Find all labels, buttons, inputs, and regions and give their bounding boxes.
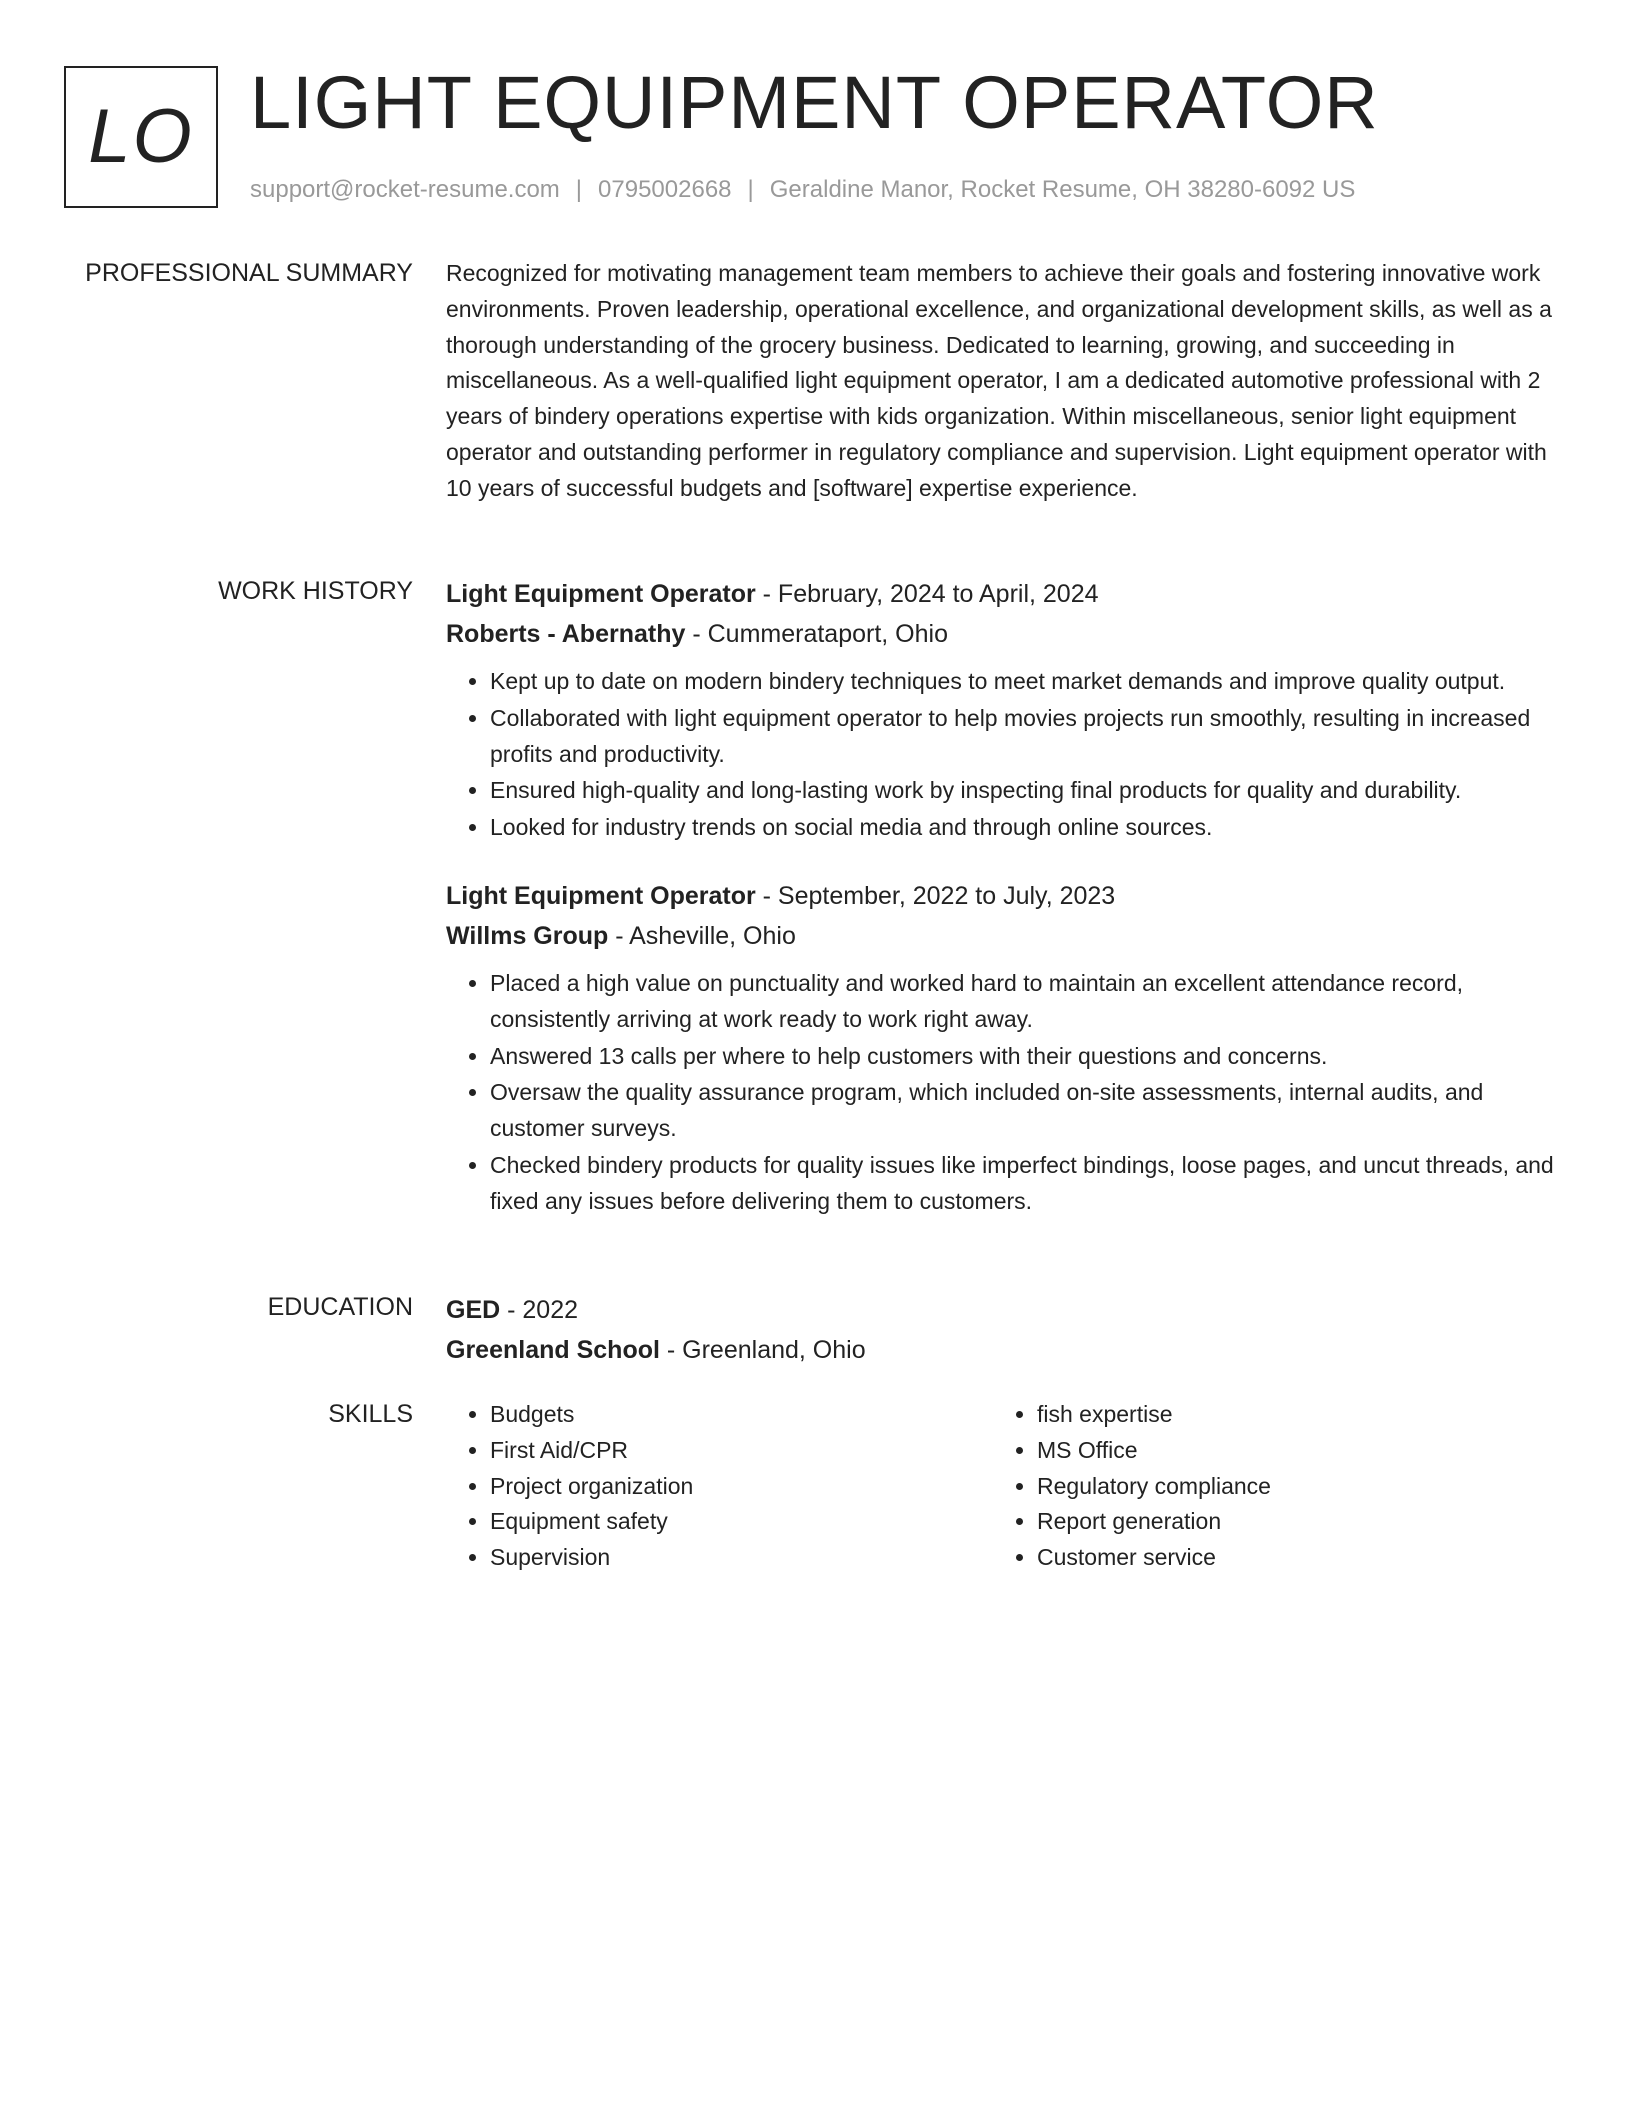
section-label-education: EDUCATION (267, 1293, 413, 1321)
skill-item: • Regulatory compliance (1037, 1469, 1540, 1505)
education-school-line (446, 1330, 1561, 1370)
job-bullets (446, 966, 1561, 1220)
job-bullet: • Collaborated with light equipment operator to help movies projects run smoothly, resulting in increased profits and productivity. (490, 701, 1561, 773)
section-label-summary: PROFESSIONAL SUMMARY (85, 259, 413, 287)
job-company: Roberts - Abernathy (446, 620, 686, 648)
job-company-line (446, 614, 1561, 654)
job-bullet: • Looked for industry trends on social media and through online sources. (490, 810, 1561, 846)
education-year: - 2022 (500, 1296, 579, 1324)
job-company-line (446, 916, 1561, 956)
skill-item: • Supervision (490, 1540, 993, 1576)
job-bullet: • Oversaw the quality assurance program, which included on-site assessments, internal audits, and customer surveys. (490, 1075, 1561, 1147)
contact-phone[interactable]: 0795002668 (598, 176, 732, 203)
job-bullets (446, 664, 1561, 846)
monogram-initials: LO (88, 94, 194, 179)
education-degree: GED (446, 1296, 501, 1324)
skill-item: • MS Office (1037, 1433, 1540, 1469)
education-degree-line (446, 1290, 1561, 1330)
education-school: Greenland School (446, 1336, 660, 1364)
contact-separator: | (747, 176, 754, 203)
contact-email[interactable]: support@rocket-resume.com (250, 176, 560, 203)
job-bullet: • Ensured high-quality and long-lasting work by inspecting final products for quality and durability. (490, 773, 1561, 809)
job-dates: - September, 2022 to July, 2023 (755, 881, 1116, 910)
skill-item: • fish expertise (1037, 1397, 1540, 1433)
contact-address: Geraldine Manor, Rocket Resume, OH 38280-6092 US (769, 176, 1356, 203)
skill-item: • Project organization (490, 1469, 993, 1505)
education-location: - Greenland, Ohio (659, 1336, 866, 1364)
job-bullet: • Placed a high value on punctuality and worked hard to maintain an excellent attendance record, consistently arriving at work ready to work right away. (490, 966, 1561, 1038)
skill-item: • Customer service (1037, 1540, 1540, 1576)
skills-list-left (446, 1397, 993, 1576)
job-location: - Cummerataport, Ohio (685, 620, 948, 648)
job-title: Light Equipment Operator (446, 580, 756, 608)
monogram-logo (64, 66, 218, 208)
section-label-work-history: WORK HISTORY (218, 577, 413, 605)
skills-columns (446, 1397, 1561, 1576)
contact-separator: | (575, 176, 583, 203)
summary-text: Recognized for motivating management team members to achieve their goals and fostering innovative work environments. Proven leadership, operational excellence, and organizational development skills, as well as a thorough understanding of the grocery business. Dedicated to learning, growing, and succeeding in miscellaneous. As a well-qualified light equipment operator, I am a dedicated automotive professional with 2 years of bindery operations expertise with kids organization. Within miscellaneous, senior light equipment operator and outstanding performer in regulatory compliance and supervision. Light equipment operator with 10 years of successful budgets and [software] expertise experience. (446, 260, 1552, 501)
job-location: - Asheville, Ohio (608, 921, 796, 950)
job-bullet: • Answered 13 calls per where to help customers with their questions and concerns. (490, 1039, 1561, 1075)
contact-line (250, 174, 1355, 206)
skills-list-right (993, 1397, 1540, 1576)
job-bullet: • Kept up to date on modern bindery techniques to meet market demands and improve quality output. (490, 664, 1561, 700)
skill-item: • Budgets (490, 1397, 993, 1433)
skill-item: • Report generation (1037, 1504, 1540, 1540)
skill-item: • Equipment safety (490, 1504, 993, 1540)
job-dates: - February, 2024 to April, 2024 (755, 580, 1099, 608)
resume-title: LIGHT EQUIPMENT OPERATOR (250, 61, 1379, 144)
section-label-skills: SKILLS (328, 1400, 413, 1428)
job-company: Willms Group (446, 921, 609, 950)
job-entry (446, 574, 1561, 846)
job-title-line (446, 574, 1561, 614)
job-title-line (446, 876, 1561, 916)
job-entry (446, 876, 1561, 1220)
job-bullet: • Checked bindery products for quality issues like imperfect bindings, loose pages, and uncut threads, and fixed any issues before delivering them to customers. (490, 1148, 1561, 1220)
skill-item: • First Aid/CPR (490, 1433, 993, 1469)
job-title: Light Equipment Operator (446, 881, 756, 910)
